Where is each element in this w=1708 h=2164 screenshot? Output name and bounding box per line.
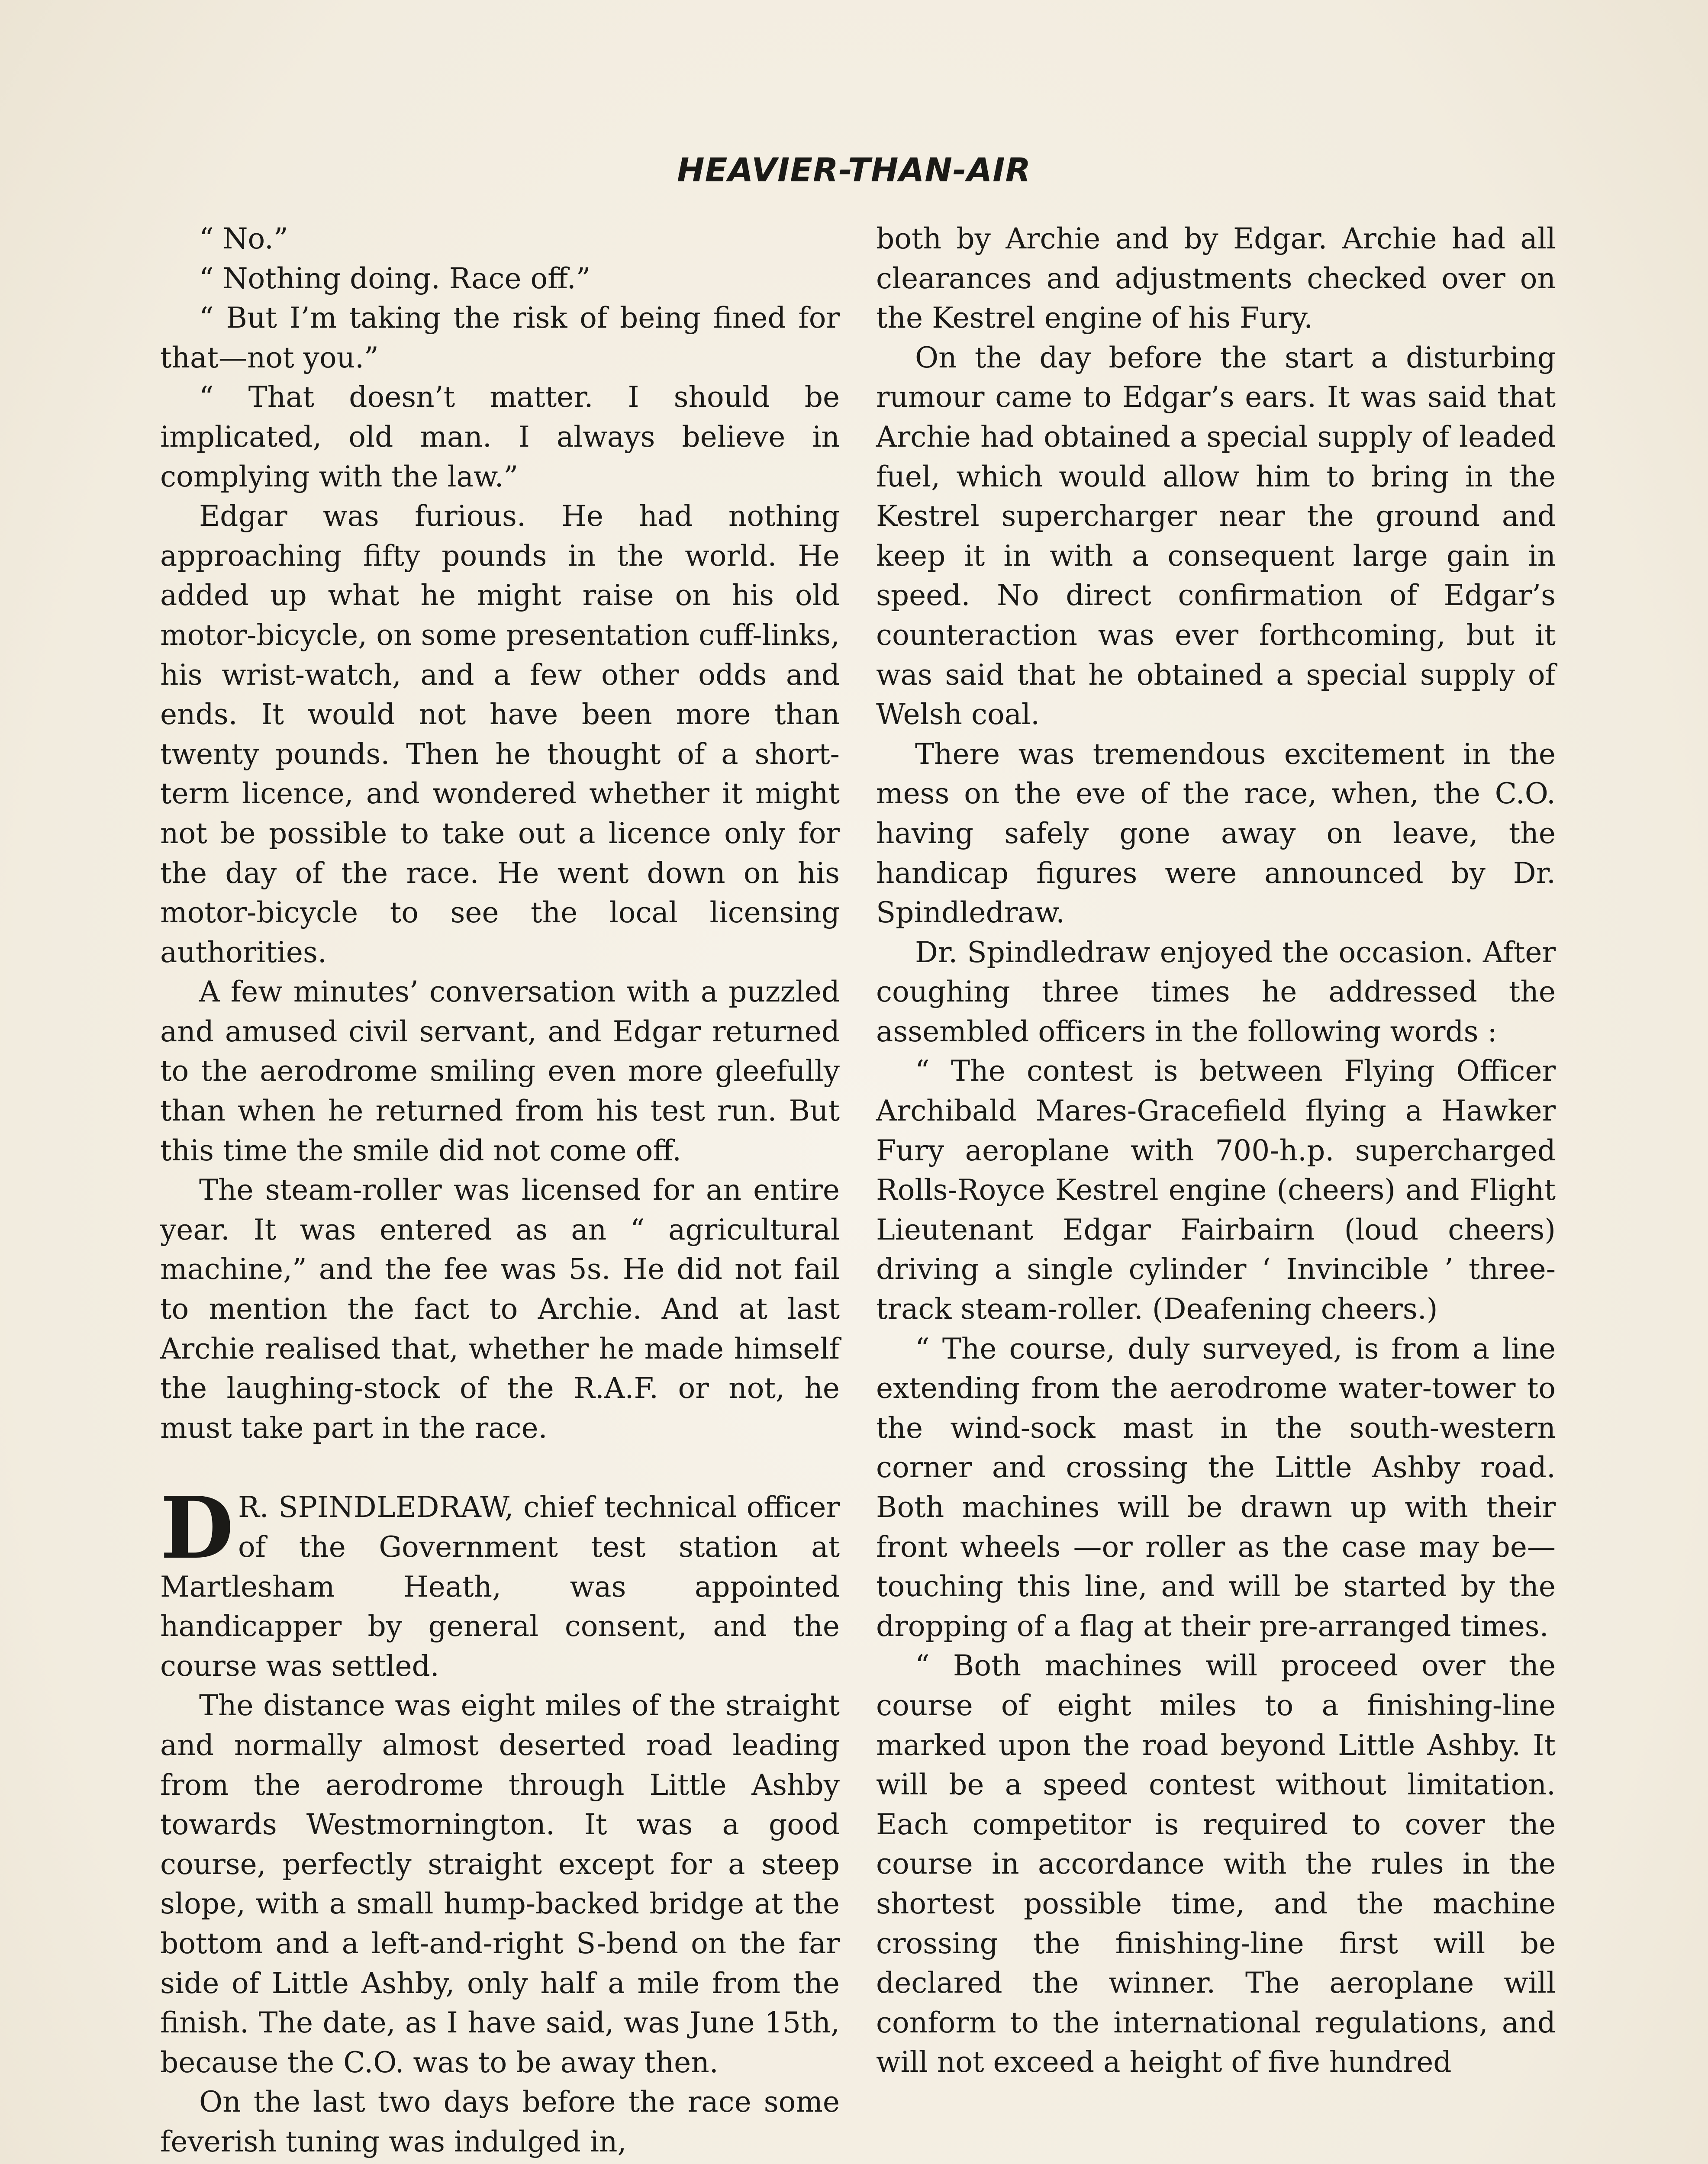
paragraph-continued: both by Archie and by Edgar. Archie had all clearances and adjustments checked over on the Kestrel engine of his Fury. — [876, 222, 1556, 335]
paragraph: The steam-roller was licensed for an entire year. It was entered as an “ agricultural machine,” and the fee was 5s. He did not fail to mention the fact to Archie. And at last Archie realised that, whether he made himself the laughing-stock of the R.A.F. or not, he must take part in the race. — [160, 1173, 840, 1445]
paragraph: “ The contest is between Flying Officer Archibald Mares-Gracefield flying a Hawker Fury aeroplane with 700-h.p. supercharged Rolls-Royce Kestrel engine (cheers) and Flight Lieutenant Edgar Fairbairn (loud cheers) driving a single cylinder ‘ Invincible ’ three-track steam-roller. (Deafening cheers.) — [876, 1054, 1556, 1326]
paragraph: On the day before the start a disturbing rumour came to Edgar’s ears. It was said that Archie had obtained a special supply of leaded fuel, which would allow him to bring in the Kestrel supercharger near the ground and keep it in with a consequent large gain in speed. No direct confirmation of Edgar’s counteraction was ever forthcoming, but it was said that he obtained a special supply of Welsh coal. — [876, 341, 1556, 731]
paragraph: There was tremendous excitement in the mess on the eve of the race, when, the C.O. having safely gone away on leave, the handicap figures were announced by Dr. Spindledraw. — [876, 737, 1556, 930]
paragraph: “ The course, duly surveyed, is from a line extending from the aerodrome water-tower to the wind-sock mast in the south-western corner and crossing the Little Ashby road. Both machines will be drawn up with their front wheels —or roller as the case may be—touching this line, and will be started by the dropping of a flag at their pre-arranged times. — [876, 1332, 1556, 1643]
paragraph: “ But I’m taking the risk of being fined for that—not you.” — [160, 301, 840, 374]
section-opening-paragraph — [160, 1478, 840, 1686]
right-column — [876, 219, 1556, 2082]
paragraph: “ Nothing doing. Race off.” — [199, 261, 591, 295]
paragraph: “ No.” — [199, 222, 288, 255]
paragraph: A few minutes’ conversation with a puzzled and amused civil servant, and Edgar returned to the aerodrome smiling even more gleefully than when he returned from his test run. But this time the smile did not come off. — [160, 975, 840, 1167]
section-opening-text: R. SPINDLEDRAW, chief technical officer of the Government test station at Martlesham Heath, was appointed handicapper by general consent, and the course was settled. — [160, 1491, 840, 1683]
paragraph: “ That doesn’t matter. I should be implicated, old man. I always believe in complying with the law.” — [160, 380, 840, 493]
left-column — [160, 219, 840, 2162]
paragraph: “ Both machines will proceed over the course of eight miles to a finishing-line marked upon the road beyond Little Ashby. It will be a speed contest without limitation. Each competitor is required to cover the course in accordance with the rules in the shortest possible time, and the machine crossing the finishing-line first will be declared the winner. The aeroplane will conform to the international regulations, and will not exceed a height of five hundred — [876, 1649, 1556, 2079]
running-head: HEAVIER-THAN-AIR — [677, 151, 1031, 189]
paragraph: Edgar was furious. He had nothing approaching fifty pounds in the world. He added up what he might raise on his old motor-bicycle, on some presentation cuff-links, his wrist-watch, and a few other odds and ends. It would not have been more than twenty pounds. Then he thought of a short-term licence, and wondered whether it might not be possible to take out a licence only for the day of the race. He went down on his motor-bicycle to see the local licensing authorities. — [160, 499, 840, 969]
drop-cap: D — [160, 1478, 234, 1578]
paragraph: The distance was eight miles of the straight and normally almost deserted road leading from the aerodrome through Little Ashby towards Westmornington. It was a good course, perfectly straight except for a steep slope, with a small hump-backed bridge at the bottom and a left-and-right S-bend on the far side of Little Ashby, only half a mile from the finish. The date, as I have said, was June 15th, because the C.O. was to be away then. — [160, 1689, 840, 2079]
paragraph: On the last two days before the race some feverish tuning was indulged in, — [160, 2085, 840, 2158]
paragraph: Dr. Spindledraw enjoyed the occasion. After coughing three times he addressed the assembled officers in the following words : — [876, 935, 1556, 1048]
